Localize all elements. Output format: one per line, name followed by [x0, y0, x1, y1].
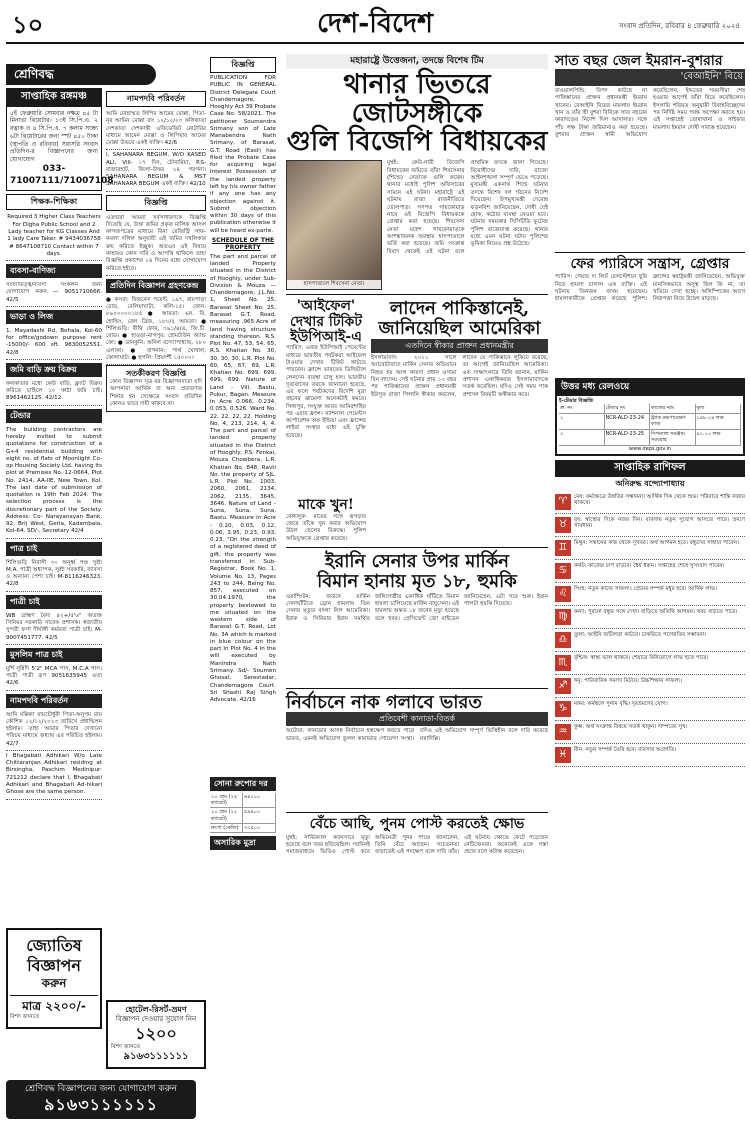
imran-headline: সাত বছর জেল ইমরান-বুশরার	[555, 53, 723, 69]
dateline: সংবাদ প্রতিদিন, রবিবার ৪ ফেব্রুয়ারি ২০২৪	[619, 22, 740, 30]
cell: টেন্ডার নং	[605, 404, 651, 413]
zodiac-icon: ♈	[555, 494, 571, 510]
cat-rent: ভাড়া ও লিজ	[6, 310, 102, 324]
horoscope-text: ধনু: পারিবারিক সমস্যা মিটবে। উচ্চশিক্ষায় সাফল্য।	[574, 677, 683, 684]
horoscope-text: বৃশ্চিক: স্বাস্থ্য ভাল থাকবে। শেয়ারে বিনিয়োগে লাভ হতে পারে।	[574, 654, 709, 661]
weekly-stage-body	[6, 107, 114, 192]
horoscope-item	[555, 721, 745, 744]
rate-value: ৫৯৪০০	[243, 808, 276, 823]
foreign-currency-title: অসারিক মুদ্রা	[210, 836, 276, 850]
rate-value: ৭৩৫০০	[243, 824, 276, 832]
laden-kicker: এতদিনে স্বীকার প্রাক্তন প্রধানমন্ত্রীর	[371, 339, 548, 353]
horoscope-text: কুম্ভ: অর্থ সংক্রান্ত বিষয়ে সতর্ক থাকুন। দাম্পত্যে সুখ।	[574, 723, 688, 730]
imran-subhead: 'বেআইনি' বিয়ে	[555, 69, 745, 86]
main-news-column	[286, 54, 548, 1142]
cell: মূল্য	[696, 404, 742, 413]
rate-label: রুপো (কেজি)	[210, 824, 243, 832]
main-kicker: মহারাষ্ট্রে উত্তেজনা, তদন্তে বিশেষ টিম	[286, 54, 548, 69]
cat-business: ব্যবসা-বাণিজ্য	[6, 264, 102, 278]
cell: NCR-ALD-23-24	[605, 414, 651, 429]
main-headline-1: থানার ভিতরে জোটসঙ্গীকে	[343, 69, 491, 129]
cell: ক্র. নং	[559, 404, 605, 413]
page-title: দেশ-বিদেশ	[316, 8, 434, 39]
rent-ad: 1, Mayadashi Rd, Behala, Kol-60 for office/godown purpose rent -15000/- 600 sft. 9830052551. 42/8	[6, 326, 102, 360]
ad-centres-title: প্রতিদিন বিজ্ঞাপন গ্রহণকেন্দ্র	[106, 279, 206, 293]
horoscope-item	[555, 606, 745, 629]
horoscope-text: কন্যা: পুরনো বন্ধুর সঙ্গে দেখা। বাড়িতে অতিথি আগমন। খরচ বাড়তে পারে।	[574, 608, 738, 615]
table-row	[559, 404, 741, 414]
gold-rate-table	[210, 793, 276, 833]
zodiac-icon: ♏	[555, 655, 571, 671]
laden-headline-1: লাদেন পাকিস্তানেই,	[389, 298, 530, 320]
horoscope-item	[555, 583, 745, 606]
hotel-price: ১২০০	[135, 1023, 177, 1043]
cell: ৯২.১০ লক্ষ	[696, 430, 742, 445]
astro-price: মাত্র ২২০০/-	[10, 995, 98, 1014]
table-row	[210, 808, 276, 824]
legal-schedule-body: The part and parcel of landed Property situated in the District of Hooghly, under Sub-Division & Mouza — Chandernagore, J.L.No. 1, Sheet No. 25, Barasat Sheet No. 25, Barasat G.T. Road, measuring .965 Acre of land having structure standing thereon. R.S. Plot No. 47, 53, 54, 65, R.S. Khatian No. 30, 30, 30, 30, L.R. Plot No. 60, 65, 67, 69, L.R. Khatian No. 699, 699, 699, 699. Nature of Land - Vill. Bastu, Pukur, Bagan. Measure in Acre 0.066, 0.234, 0.053, 0.526. Ward No. 22, 22, 22, 22. Holding No. 4, 213, 214, 4, 4. The part and parcel of landed property situated in the District of Hooghly, P.S. Fenkai, Mouza Chowbera, L.R. Khatian No. 848, Ravti No. the property of SJL. L.R. Plot No. 1003, 2060, 2061, 2134, 2062, 2135, 3645, 3646. Nature of Land - Suna, Suna, Suna, Bastu. Measure in Acre - 0.20, 0.03, 0.12, 0.06, 3.95, 0.23, 0.93, 0.23. "On the strength of a registered deed of gift, the property was transferred in Sub-Registrar, Book No. 1, Volume No. 13, Pages 243 to 244, Being No. 857, executed on 30.04.1970, the property bestowed to me situated on the western side of Barasat G.T. Road, Lot No. 3A which is marked in blue colour on the part in Plot No. 4 in the will executed by Manindra Nath Srimany. Sd/- Soumen Ghosal, Serestadar, Chandernagore Court. Sri Shashi Raj Singh Advocate. 42/16	[210, 253, 276, 704]
laden-headline-2: জানিয়েছিল আমেরিকা	[378, 318, 541, 340]
classified-contact-banner	[6, 1080, 196, 1119]
horoscope-item	[555, 491, 745, 514]
eiffel-body: প্যারিস: এবার ইউপিআই পেমেন্টের মাধ্যমে ভারতীয় পর্যটকরা আইফেল টাওয়ার দেখার টিকিট কাটতে পারবেন। ফ্রান্সে ভারতের ডিজিটাল লেনদেন ব্যবস্থা চালু হল। ভারতীয় দূতাবাসের তরফে জানানো হয়েছে, এর ফলে পর্যটকদের বিদেশি মুদ্রা বহনের ঝামেলা অনেকটাই কমবে। সিঙ্গাপুর, সংযুক্ত আরব আমিরশাহির পর এবার ফ্রান্স। ন্যাশনাল পেমেন্টস কর্পোরেশন অফ ইন্ডিয়া এবং ফ্রান্সের লাইরা সংস্থার মধ্যে এই চুক্তি হয়েছে।	[286, 345, 366, 439]
horoscope-item	[555, 560, 745, 583]
classified-column-2	[106, 88, 206, 1142]
muslim-ad: মুর্শি সুন্নিদি 5'2" MCA পাস, M.C.A পাস। পাত্রী পাত্রী রূপ 9051635945 ওতা 42/6	[6, 664, 102, 691]
classified-section-title: শ্রেণিবদ্ধ	[6, 64, 156, 85]
zodiac-icon: ♐	[555, 678, 571, 694]
land-ad: কলকাতার মধ্যে কেউ বাড়ি, ফ্ল্যাট বিক্রয় করিতে চাহিলে ১০ কাঠা জমি চাই। 8961462125. 42/12	[6, 379, 102, 406]
legal-notice-column	[210, 54, 276, 1142]
notice-ad: এতদ্বারা আমরা সর্বসাধারণকে বিজ্ঞপ্তি দিতেছি যে, উক্ত জমির প্রকৃত মালিক আসল কাগজপত্রের মাধ্যমে বিনা রেজিস্ট্রি সাফ-কবলা দলিল অনুযায়ী এই জমির দখলিকার ক্রয় করিতে ইচ্ছুক। অতএব এই বিষয়ে কাহারও কোন দাবি ও আপত্তি থাকিলে তাহা বিজ্ঞপ্তি প্রকাশের ১৪ দিনের মধ্যে যোগাযোগ করিতে হইবে।	[106, 213, 206, 276]
tender-ad: The building contractors are hereby invited to submit quotations for construction of a G+4 residential building with eight no. of flats of Moonlight Co-op Housing Society Ltd. having its plot at Premises No. 12-0664, Plot No. 2414, AA-IIE, New Town, Kol. The last date of submission of quotation is 19th Feb 2024. The selection process is the discretionary part of the Society. Address: Co- Narayanayan Bank, 92, Brij West, Gerla, Kadambala, Kol-64. SD/-, Secretary 42/4	[6, 425, 102, 539]
horoscope-list	[555, 491, 745, 767]
main-headline-2: গুলি বিজেপি বিধায়কের	[286, 125, 548, 157]
cat-notice: বিজ্ঞপ্তি	[106, 195, 206, 211]
horoscope-author: অনিরুদ্ধ বন্দ্যোপাধ্যায়	[615, 478, 685, 488]
astro-title-3: করুন	[41, 976, 67, 990]
paris-body: প্যারিস: গেয়ার দ্য লিয়ঁ রেলস্টেশনে ছুরি নিয়ে হামলা চালাল এক ব্যক্তি। এই ঘটনায় তিনজন জখম হয়েছেন। হামলাকারীকে গ্রেপ্তার করেছে পুলিশ। ফ্রান্সের স্বরাষ্ট্রমন্ত্রী জানিয়েছেন, অভিযুক্ত মানসিকভাবে অসুস্থ ছিল কি না, তা খতিয়ে দেখা হচ্ছে। অলিম্পিকের আগে নিরাপত্তা নিয়ে উদ্বেগ বাড়ছে।	[555, 274, 745, 303]
horoscope-title: সাপ্তাহিক রাশিফল	[555, 460, 745, 477]
table-row	[210, 824, 276, 833]
zodiac-icon: ♒	[555, 724, 571, 740]
astro-ad	[6, 924, 102, 1029]
bhagabati-ad: I Bhagabati Adhikari W/o Late Chittaranjan Adhikari residing at Birsingha, Paschim Medinipur-721212 declare that I, Bhagabati Adhikari and Bhagabati Ad-hikari Ghose are the same person.	[6, 751, 102, 800]
news-photo	[286, 160, 382, 290]
horoscope-text: সিংহ: নতুন কাজে সাফল্য। প্রেমের সম্পর্ক মধুর হবে। আর্থিক লাভ।	[574, 585, 718, 592]
astro-title-1: জ্যোতিষ	[26, 936, 82, 955]
iran-headline-1: ইরানি সেনার উপর মার্কিন	[324, 550, 510, 572]
election-headline: নির্বাচনে নাক গলাবে ভারত	[286, 691, 482, 713]
cell: ট্র্যাক রক্ষণাবেক্ষণ কাজ	[650, 414, 696, 429]
kill-headline: মাকে খুন!	[298, 497, 354, 514]
hotel-phone: ৯১৬৩১১১১১১	[123, 1051, 189, 1063]
page-number: ১০	[12, 10, 44, 39]
right-rail	[555, 54, 745, 1142]
horoscope-item	[555, 744, 745, 767]
hotel-ad	[106, 1000, 206, 1069]
rate-label: ১০ গ্রাম (২৪ ক্যারেট)	[210, 793, 243, 808]
zodiac-icon: ♓	[555, 747, 571, 763]
cat-teacher: শিক্ষক-শিক্ষিকা	[6, 194, 102, 210]
cell: ১৪৮.২৪ লক্ষ	[696, 414, 742, 429]
rate-value: ৬৪২০০	[243, 793, 276, 808]
legal-notice-title: বিজ্ঞপ্তি	[210, 57, 276, 73]
horoscope-item	[555, 675, 745, 698]
horoscope-text: মকর: কর্মস্থলে সুনাম বৃদ্ধি। দূরভ্রমণের যোগ।	[574, 700, 668, 707]
legal-schedule-title: SCHEDULE OF THE PROPERTY	[211, 236, 275, 252]
horoscope-item	[555, 652, 745, 675]
table-row	[559, 414, 741, 430]
zodiac-icon: ♊	[555, 540, 571, 556]
table-row	[210, 793, 276, 809]
zodiac-icon: ♑	[555, 701, 571, 717]
poonam-headline: বেঁচে আছি, পুনম পোস্ট করতেই ক্ষোভ	[309, 816, 525, 833]
hotel-note: বিশদ জানতে	[111, 1043, 141, 1050]
election-kicker: প্রতিবেশী কানাডা-বিতর্ক	[286, 712, 548, 726]
zodiac-icon: ♌	[555, 586, 571, 602]
gold-rate-title: সোনা রুপোর দর	[210, 777, 276, 791]
cat-bride: পাত্রী চাই	[6, 595, 102, 609]
legal-notice-body: PUBLICATION FOR PUBLIC IN GENERAL District Delegate Court Chandernagore, Hooghly Act 39 Probate Case No. 58/2021. The petitioner Soumendra Srimany son of Late Manabendra Nath Srimany, of Barasat, G.T. Road (East) has filed the Probate Case for acquiring legal Interest Possession of the landed property left by his owner father if any one has any objection against it. Submit objection within 30 days of this publication otherwise it will be heard ex-parte.	[210, 75, 276, 234]
cell: NCR-ALD-23-25	[605, 430, 651, 445]
railway-tender-ad	[555, 378, 745, 456]
astro-title-2: বিজ্ঞাপন	[27, 956, 81, 975]
groom-ad: শিলিগুড়ি নিবাসী ৩০ অনূর্ধ্ব পণ্ড সুশ্রী M.A. পাত্রী অধ্যাপক, সুশ্রী সরকারি, ব্যাবসা ও অন্যান্য পেশা চাই। M-8116246323. 42/8	[6, 558, 102, 592]
railway-title: উত্তর মধ্য রেলওয়ে	[557, 380, 743, 395]
horoscope-item	[555, 537, 745, 560]
laden-body: ইসলামাবাদ: ২০১১ সালে অ্যাবোটাবাদে মার্কিন সেনার অভিযানে নিহত হয় আল কায়দা প্রধান ওসামা বিন লাদেন। সেই ঘটনার প্রায় ১৩ বছর পর পাকিস্তানের প্রাক্তন প্রধানমন্ত্রী ইউসুফ রাজা গিলানি স্বীকার করলেন, লাদেন যে পাকিস্তানে লুকিয়ে রয়েছে, তা আগেই জানিয়েছিল আমেরিকা। এক সাক্ষাৎকারে তিনি জানান, মার্কিন প্রশাসন একাধিকবার ইসলামাবাদকে সতর্ক করেছিল। যদিও সেই সময় পাক প্রশাসন বিষয়টি অস্বীকার করে।	[371, 354, 548, 398]
cat-muslim: মুসলিম পাত্র চাই	[6, 648, 102, 662]
table-row	[559, 430, 741, 446]
zodiac-icon: ♎	[555, 632, 571, 648]
teacher-ad: Required 3 Higher Class Teachers For Digha Public School and 2 Lady teacher for KG Classes And 1 lady Care Taker. # 9434036758 # 8647108710 Contact within 7 days.	[6, 212, 102, 261]
warning-notice	[106, 365, 206, 412]
weekly-stage-title: সাপ্তাহিক রঙ্গমঞ্চ	[6, 88, 102, 107]
poonam-body: মুম্বই: সার্ভিক্যাল ক্যানসারে মৃত্যু হয়েছে বলে খবর ছড়িয়েছিল। পরদিনই সমাজমাধ্যমে ভিডিও পোস্ট করে অভিনেত্রী পুনম পাণ্ডে জানালেন, তিনি বেঁচে আছেন। সচেতনতা বাড়াতেই এই পদক্ষেপ বলে দাবি তাঁর। এই ঘটনায় ক্ষোভে ফেটে পড়েছেন নেটিজেনরা। অনেকেই একে সস্তা প্রচার বলে কটাক্ষ করেছেন।	[286, 834, 548, 856]
horoscope-item	[555, 514, 745, 537]
paris-headline: ফের প্যারিসে সন্ত্রাস, গ্রেপ্তার	[570, 255, 730, 272]
astro-note: বিশদ জানতে	[10, 1014, 40, 1020]
warning-text: কোন বিজ্ঞাপন সূত্র বর বিজ্ঞাপনদাতা যদি আপনারা আর্থিক বা অন্য প্রতারণার শিকার হন সেক্ষেত্রে সংবাদ প্রতিদিন কোনও ভাবে দায়ী থাকবে না।	[110, 379, 202, 407]
zodiac-icon: ♍	[555, 609, 571, 625]
zodiac-icon: ♉	[555, 517, 571, 533]
cat-land: জমি বাড়ি ক্রয় বিক্রয়	[6, 363, 102, 377]
hotel-title: হোটেল-রিসর্ট-ভ্রমণ	[125, 1005, 187, 1014]
name-change-ad: আমি মল্লিকা রায়চৌধুরী পিতা-অনুপম রায় কৌশিক ১২/১২/২০২৩ তারিখে প্রধান্মিলন হইলাম। তাহা আমার পিতার দেখানো পরিচয় মাধ্যমে অধ্যায় এর পরিচিত হইলাম। 42/7	[6, 710, 102, 751]
cell: কাজের নাম	[650, 404, 696, 413]
business-ad: সংখ্যাতত্ত্ব/ব্যবসা সংকলন জন্য যোগাযোগ করুন — 9051710666. 42/5	[6, 280, 102, 307]
cat-groom: পাত্র চাই	[6, 542, 102, 556]
railway-footer: www.ireps.gov.in	[628, 445, 672, 452]
photo-caption: হাসপাতালে শিবসেনা নেতা।	[287, 280, 381, 289]
cell: সিগন্যাল সরঞ্জাম সরবরাহ	[650, 430, 696, 445]
cell: ২	[559, 430, 605, 445]
horoscope-text: তুলা: আইনি জটিলতা কাটবে। চাকরিতে পদোন্নতির সম্ভাবনা।	[574, 631, 707, 638]
horoscope-text: মীন: নতুন সম্পর্ক তৈরি হবে। ব্যবসায় অগ্রগতি।	[574, 746, 677, 753]
zodiac-icon: ♋	[555, 563, 571, 579]
cat-tender: টেন্ডার	[6, 409, 102, 423]
horoscope-text: মেষ: কর্মক্ষেত্রে উন্নতির সম্ভাবনা। আর্থিক দিক থেকে শুভ। পরিবারে শান্তি বজায় থাকবে।	[574, 493, 745, 507]
rate-label: ১০ গ্রাম (২২ ক্যারেট)	[210, 808, 243, 823]
name-change-ad-2: I, SAHANARA BEGUM, W/O KASED ALI, Vill- ১৭ দিন, চৌবারিয়া, P.S-রাজারহাট, জিলা-উত্তর ২৪ পরগনা। SAHANARA BEGUM & MST SAHANARA BEGUM একই ব্যক্তি। 42/10	[106, 150, 206, 191]
banner-phone: ৯১৬৩১১১১১১	[44, 1095, 158, 1115]
eiffel-headline: 'আইফেল' দেখার টিকিট ইউপিআই-এ	[290, 298, 362, 346]
election-body: অটোয়া: কানাডার আসন্ন নির্বাচনে হস্তক্ষেপ করতে পারে ভারত, এমনই অভিযোগ তুলল কানাডার গোয়েন্দা সংস্থা। যদিও এই অভিযোগ সম্পূর্ণ ভিত্তিহীন বলে দাবি করেছে নয়াদিল্লি।	[286, 728, 548, 742]
horoscope-text: বৃষ: স্বাস্থ্যের দিকে নজর দিন। ব্যবসায় নতুন সুযোগ আসতে পারে। ভ্রমণে সাবধান।	[574, 516, 745, 530]
cat-name-change-2: নামপদবি পরিবর্তন	[106, 91, 206, 107]
horoscope-item	[555, 629, 745, 652]
iran-headline-2: বিমান হানায় মৃত ১৮, হুমকি	[317, 570, 517, 592]
masthead	[6, 6, 744, 44]
weekly-stage-text: ৫ই ফেব্রুয়ারি সোমবার নক্ষত্র ৪৫ টা মিনার্ভা থিয়েটার। ১৩ই সি.পি.এ. ২ রত্নাক ও ৪ সি.পি.এ. ৭ কলাম সন্ধ্যে ৬টা থিয়েটারের জন্য স্পট ৪৫০ টাকা (স্থাপতি ও রবিবার) সরাসরি সংবাদ প্রতিদিন-র বিজ্ঞাপনের জন্য যোগাযোগ	[10, 109, 98, 164]
kill-body: বেঙ্গালুরু: মায়ের সঙ্গে ঝগড়ার জেরে তাঁকে খুন করার অভিযোগ উঠল ছেলের বিরুদ্ধে। পুলিশ অভিযুক্তকে গ্রেপ্তার করেছে।	[286, 513, 366, 542]
main-story-body: মুম্বই: কেউ-নারী বিজেপি বিধায়কের জমিতে তাঁরা শিবসেনার (শিন্ডে) নেতাকে গুলি করেন। থানার মধ্যেই পুলিশ অফিসারের সামনে এই ঘটনা। মহারাষ্ট্রে এই ঘটনায় রাজ্য রাজনীতিতে তোলপাড়। গণপত গায়কোয়াড় নামে ওই বিজেপি বিধায়ককে গ্রেপ্তার করা হয়েছে। শিবসেনা নেতা মহেশ গায়কোয়াড়কে আশঙ্কাজনক অবস্থায় হাসপাতালে ভর্তি করা হয়েছে। জমি সংক্রান্ত বিবাদ থেকেই এই ঘটনা বলে প্রাথমিক তদন্তে জানা গিয়েছে। বিরোধীদের দাবি, রাজ্যে আইনশৃঙ্খলা সম্পূর্ণ ভেঙে পড়েছে। মুখ্যমন্ত্রী একনাথ শিন্ডে ঘটনার তদন্তে বিশেষ দল গঠনের নির্দেশ দিয়েছেন। উপমুখ্যমন্ত্রী দেবেন্দ্র ফড়নবিশ জানিয়েছেন, দোষী যেই হোক, কঠোর ব্যবস্থা নেওয়া হবে। ঘটনার সময়কার সিসিটিভি ফুটেজ পুলিশ বাজেয়াপ্ত করেছে। থানার মধ্যে এমন ঘটনা ঘটায় পুলিশের ভূমিকা নিয়েও প্রশ্ন উঠেছে।	[387, 160, 548, 255]
cell: ১	[559, 414, 605, 429]
horoscope-item	[555, 698, 745, 721]
railway-subtitle: ই-টেন্ডার বিজ্ঞপ্তি	[559, 397, 593, 404]
warning-title: সতর্কীকরণ বিজ্ঞপ্তি	[125, 369, 187, 379]
banner-text: শ্রেণিবদ্ধ বিজ্ঞাপনের জন্য যোগাযোগ করুন	[25, 1084, 177, 1094]
cat-name-change: নামপদবি পরিবর্তন	[6, 694, 102, 708]
imran-body: রাওয়ালপিন্ডি: বিপদ কাটছে না পাকিস্তানের প্রাক্তন প্রধানমন্ত্রী ইমরান খানের। বেআইনি বিয়ের মামলায় ইমরান খান ও তাঁর স্ত্রী বুশরা বিবিকে সাত বছরের কারাদণ্ডের নির্দেশ দিল আদালত। সঙ্গে পাঁচ লক্ষ টাকা জরিমানাও করা হয়েছে। বুশরার প্রাক্তন স্বামী অভিযোগ করেছিলেন, ইদ্দতের সময়সীমা শেষ হওয়ার আগেই তাঁরা বিয়ে করেছিলেন। ইসলামি শরিয়ত অনুযায়ী বিবাহবিচ্ছেদের পর নির্দিষ্ট সময় পর্যন্ত অপেক্ষা করতে হয়। এই সপ্তাহেই তোষাখানা ও সাইফার মামলায় ইমরান দোষী সাব্যস্ত হয়েছেন।	[555, 87, 745, 139]
iran-body: ওয়াশিংটন: জর্ডনে মার্কিন সেনাঘাঁটিতে ড্রোন হামলায় তিন সেনার মৃত্যুর বদলা নিল আমেরিকা। ইরাক ও সিরিয়ায় ইরান সমর্থিত জঙ্গিগোষ্ঠীর একাধিক ঘাঁটিতে বিমান হামলা চালিয়েছে মার্কিন বায়ুসেনা। এই হামলায় অন্তত ১৮ জনের মৃত্যু হয়েছে বলে খবর। প্রেসিডেন্ট জো বাইডেন জানিয়েছেন, এটা সবে শুরু। ইরান পালটা হুমকি দিয়েছে।	[286, 593, 548, 622]
hotel-sub: বিজ্ঞাপন দেওয়ার সুযোগ নিন	[115, 1015, 197, 1023]
name-change-ad-1: আমি মোছাম্মত লিপির আমের মোল্লা, পিতা-নূর আমিন মোল্লা বাং ১২/১২/২৩ কলিকাতা দেশকাতা দেশকান্তী এফিডেফিট নোটারির মাধ্যমে আমেন মোল্লা ও লিপিয়ার আমের মোল্লা উভয়ে একই ব্যক্তি। 42/6	[106, 109, 206, 150]
ad-centres-list: ● কসবা: বিজনেস পয়েন্ট, ১৯৭, রায়পাড়া রোড, বেলিয়াঘাটা, কলি-১৫। ফোন: ৮৯০০০০০১৮৫ ● আমতা: এন. বি. হোল্ডিং, রেল ব্রিজ, ১৮০/৫ আমতা। ● শিলিগুড়ি: বীথি ফোন, ৩৯১/৪/এ, জি.টি. রোড। ● হাওড়া-নাগপুর: হোমটাউন অ্যান্ড কো। ● ডানকুনি: অনিল বন্দ্যোপাধ্যায়, ২৮০ এলাকা। ● বাগনান: পার্থ ঘোষাল, কোলাঘাট। ● হুগলি: প্রিয়দর্শী ১৫০০০।	[106, 295, 206, 365]
horoscope-text: মিথুন: সন্তানের কাছ থেকে সুখবর। অর্থ আগমন হবে। বন্ধুদের সাহায্য পাবেন।	[574, 539, 739, 546]
bride-ad: WB ব্রাহ্মণ বৈদ্য ৪২+/৫'৬" অত্যন্ত সিনিয়র সরকারি সাবেক প্রশাসক। স্বজাতীয় সুন্দরী ফর্সা দীর্ঘাঙ্গী কর্মরতা পাত্রী চাই। M-9007451777. 42/5	[6, 611, 102, 645]
weekly-stage-phone: 033-71007111/71007108	[10, 164, 114, 186]
horoscope-text: কর্কট: কাজের চাপ বাড়বে। ধৈর্য ধরুন। সপ্তাহের শেষে সুসংবাদ পাবেন।	[574, 562, 725, 569]
